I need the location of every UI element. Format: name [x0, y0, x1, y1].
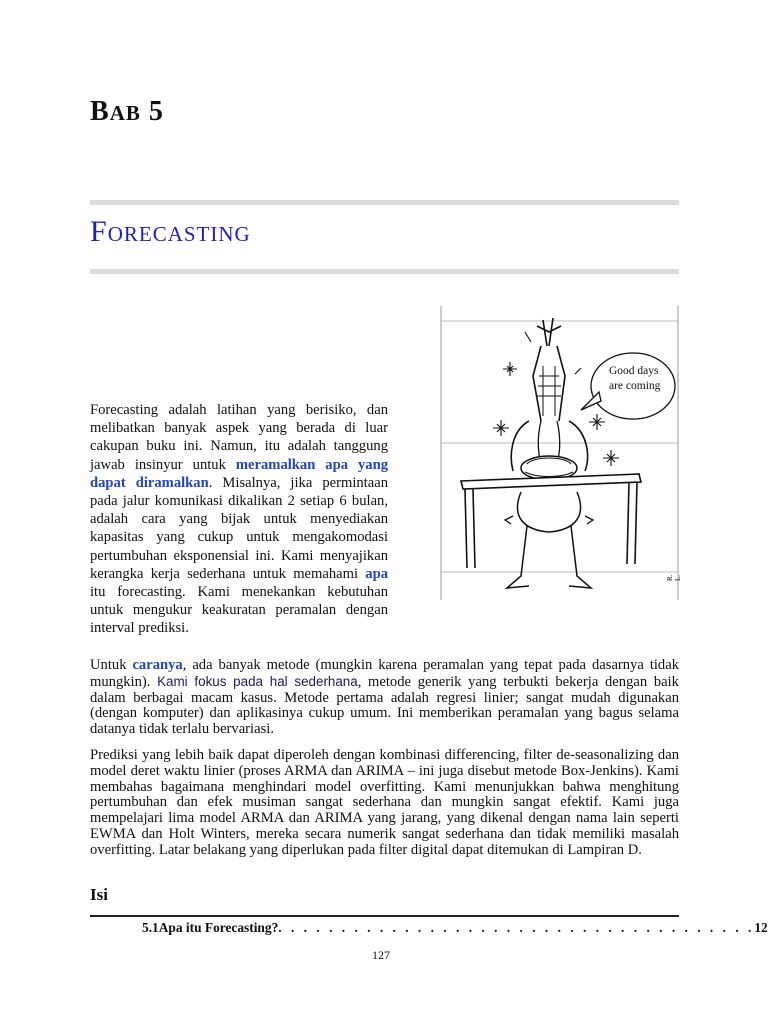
speech-bubble-text: Good days are coming — [609, 365, 661, 392]
chapter-title-initial: F — [90, 215, 108, 248]
chapter-number: 5 — [148, 96, 164, 127]
artist-signature: R. L. — [666, 574, 682, 581]
intro-text-1: Forecasting adalah latihan yang berisiko, dan melibatkan banyak aspek yang berada di luar cakupan buku ini. Namun, itu adalah tanggung jawab insinyur untuk — [90, 402, 388, 473]
paragraph-prediction: Prediksi yang lebih baik dapat diperoleh dengan kombinasi differencing, filter de-seasonalizing dan model deret waktu linier (proses ARMA dan ARIMA – ini juga disebut metode Box-Jenkins). Kami membahas bagaimana menghindari model overfitting. Kami menunjukkan bahwa menghitung pertumbuhan dan efek musiman sangat sederhana dan mungkin sangat efektif. Kami juga mempelajari lima model ARMA dan ARIMA yang jarang, yang dikenal dengan nama lain seperti EWMA dan Holt Winters, mereka secara numerik sangat sederhana dan tidak memiliki masalah overfitting. Latar belakang yang diperlukan pada filter digital dapat ditemukan di Lampiran D. — [90, 747, 679, 858]
intro-text-3: itu forecasting. Kami menekankan kebutuhan untuk mengukur keakuratan peramalan dengan interval prediksi. — [90, 584, 388, 637]
contents-heading: Isi — [90, 885, 108, 904]
para2-highlight: Kami fokus pada hal sederhana — [157, 673, 358, 689]
para2-text-1: Untuk — [90, 657, 133, 673]
intro-paragraph — [90, 401, 388, 638]
page-number: 127 — [372, 948, 390, 962]
paragraph-methods — [90, 658, 679, 738]
toc-entry-number: 5.1 — [142, 920, 159, 935]
para2-text-2: , ada banyak metode (mungkin karena peramalan yang tepat pada dasarnya tidak mungkin). — [90, 657, 679, 690]
cartoon-illustration — [441, 306, 682, 600]
chapter-title — [90, 215, 251, 249]
contents-rule — [90, 915, 679, 917]
toc-entry-title: Apa itu Forecasting? — [158, 920, 279, 935]
chapter-title-rest: ORECASTING — [107, 222, 251, 246]
toc-entry-page: 12 — [754, 920, 768, 935]
intro-text-2: . Misalnya, jika permintaan pada jalur komunikasi dikalikan 2 setiap 6 bulan, adalah cara yang bijak untuk menyediakan kapasitas yang cukup untuk mengakomodasi pertumbuhan eksponensial ini. Kami menyajikan kerangka kerja sederhana untuk memahami — [90, 474, 388, 582]
title-rule-bottom — [90, 269, 679, 274]
para2-text-3: , metode generik yang terbukti bekerja dengan baik dalam berbagai macam kasus. Metode pertama adalah regresi linier; sangat mudah digunakan (dengan komputer) dan aplikasinya cukup umum. Ini memberikan peramalan yang bagus selama datanya tidak terlalu bervariasi. — [90, 673, 679, 738]
para2-link-caranya[interactable]: caranya — [132, 657, 183, 673]
intro-link-apa[interactable]: apa — [365, 565, 388, 582]
chapter-label — [90, 96, 164, 128]
toc-entry[interactable] — [142, 920, 768, 936]
title-rule-top — [90, 200, 679, 205]
chapter-label-rest: AB — [109, 101, 141, 125]
chapter-label-initial: B — [90, 96, 110, 127]
toc-entry-leader: . . . . . . . . . . . . . . . . . . . . . . . . . . . . . . . . . . . . . . — [278, 920, 755, 935]
intro-link-meramalkan[interactable]: meramalkan apa yang dapat diramalkan — [90, 456, 388, 491]
